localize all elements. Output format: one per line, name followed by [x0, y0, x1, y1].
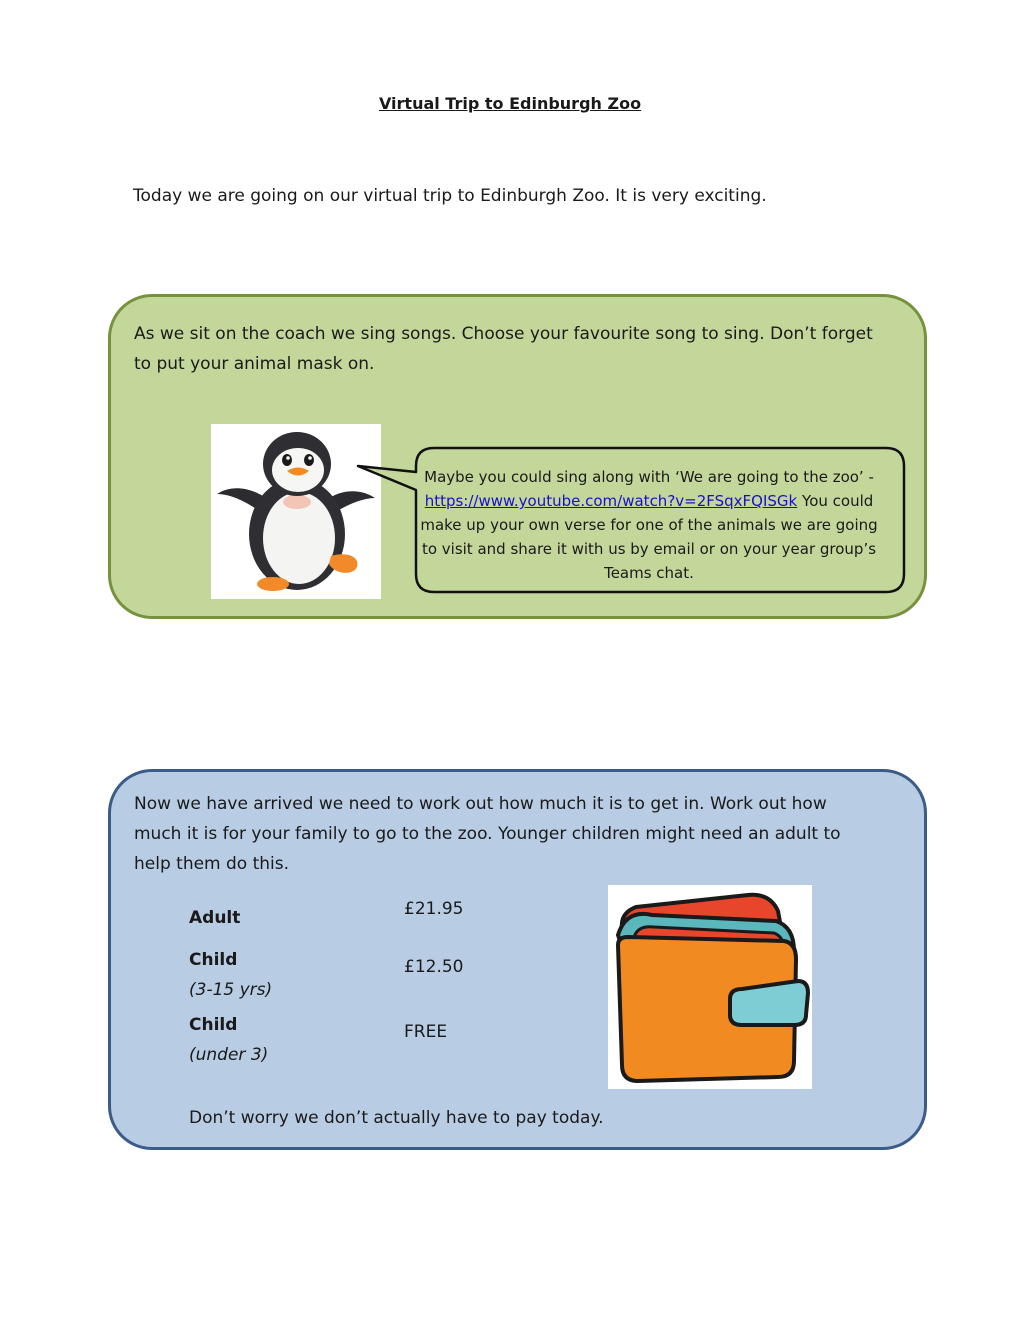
- price-age-infant: (under 3): [189, 1045, 269, 1065]
- intro-text: Today we are going on our virtual trip to Edinburgh Zoo. It is very exciting.: [133, 186, 767, 206]
- price-label-adult: Adult: [189, 908, 241, 928]
- price-value-infant: FREE: [404, 1022, 448, 1042]
- footnote-text: Don’t worry we don’t actually have to pay today.: [189, 1108, 604, 1128]
- wallet-image: [608, 885, 812, 1089]
- bubble-text-intro: Maybe you could sing along with ‘We are going to the zoo’ -: [424, 468, 874, 486]
- speech-bubble-text: [418, 465, 880, 585]
- coach-text: As we sit on the coach we sing songs. Choose your favourite song to sing. Don’t forget to put your animal mask on.: [134, 324, 873, 374]
- price-value-adult: £21.95: [404, 899, 464, 919]
- wallet-icon: [608, 885, 812, 1089]
- youtube-link[interactable]: https://www.youtube.com/watch?v=2FSqxFQISGk: [424, 492, 798, 510]
- speech-bubble: [356, 446, 906, 596]
- price-label-infant: Child: [189, 1015, 238, 1035]
- entry-text: Now we have arrived we need to work out how much it is to get in. Work out how much it is for your family to go to the zoo. Younger children might need an adult to help them do this.: [134, 794, 841, 874]
- price-label-child: Child: [189, 950, 238, 970]
- price-age-child: (3-15 yrs): [189, 980, 273, 1000]
- document-title: Virtual Trip to Edinburgh Zoo: [378, 94, 642, 113]
- price-value-child: £12.50: [404, 957, 464, 977]
- bubble-text-suggestion: You could make up your own verse for one of the animals we are going to visit and share it with us by email or on your year group’s Teams chat.: [420, 492, 878, 582]
